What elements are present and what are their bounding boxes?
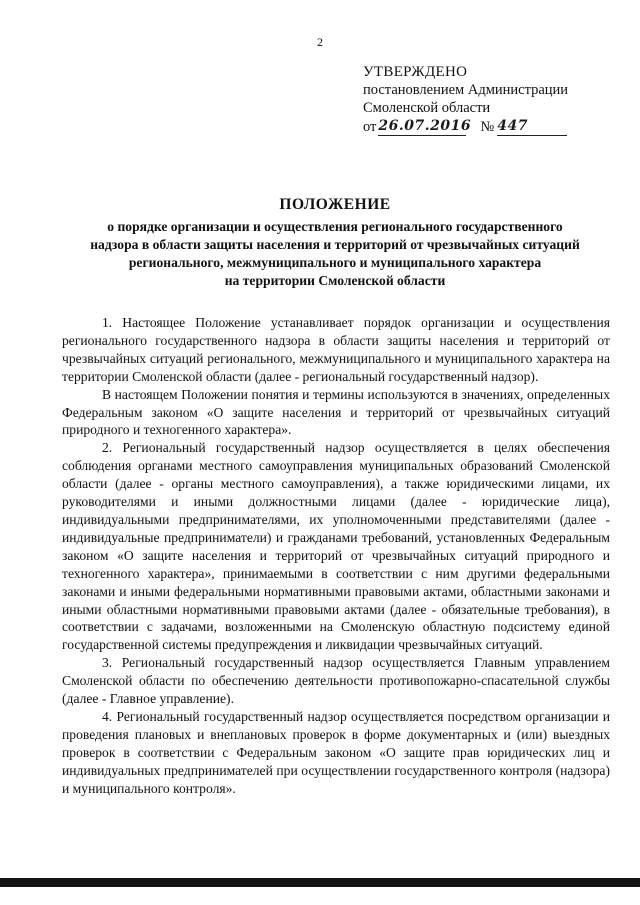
paragraph-2: 2. Региональный государственный надзор осуществляется в целях обеспечения соблюдения органами местного самоуправления муниципальных образований Смоленской области (далее - органы местного самоуправления), а также юридическими лицами, их руководителями и иными должностными лицами (далее - юридические лица), индивидуальными предпринимателями, их уполномоченными представителями (далее - индивидуальные предприниматели) и гражданами требований, установленных Федеральным законом «О защите населения и территорий от чрезвычайных ситуаций природного и техногенного характера», принимаемыми в соответствии с ним другими федеральными законами и иными федеральными нормативными правовыми актами, областными законами и иными областными нормативными правовыми актами (далее - обязательные требования), в соответствии с задачами, возложенными на Смоленскую областную подсистему единой государственной системы предупреждения и ликвидации чрезвычайных ситуаций. bbox=[62, 440, 610, 653]
paragraph-1: 1. Настоящее Положение устанавливает порядок организации и осуществления регионального государственного надзора в области защиты населения и территорий от чрезвычайных ситуаций регионального, межмуниципального и муниципального характера на территории Смоленской области (далее - региональный государственный надзор). bbox=[62, 315, 610, 384]
document-title bbox=[70, 196, 600, 290]
approval-line-2: Смоленской области bbox=[363, 100, 491, 116]
handwritten-number: 447 bbox=[497, 117, 567, 136]
title-line-2: надзора в области защиты населения и территорий от чрезвычайных ситуаций bbox=[90, 237, 580, 252]
number-prefix: № bbox=[480, 119, 495, 135]
date-prefix: от bbox=[363, 119, 377, 135]
approval-heading: УТВЕРЖДЕНО bbox=[363, 64, 468, 80]
paragraph-3: 3. Региональный государственный надзор осуществляется Главным управлением Смоленской области по обеспечению деятельности противопожарно-спасательной службы (далее - Главное управление). bbox=[62, 655, 610, 707]
approval-date-number-row bbox=[363, 117, 613, 136]
title-line-4: на территории Смоленской области bbox=[224, 273, 446, 288]
title-line-1: о порядке организации и осуществления регионального государственного bbox=[107, 219, 563, 234]
paragraph-1-terms: В настоящем Положении понятия и термины используются в значениях, определенных Федеральным законом «О защите населения и территорий от чрезвычайных ситуаций природного и техногенного характера». bbox=[62, 386, 610, 438]
title-line-3: регионального, межмуниципального и муниципального характера bbox=[128, 255, 542, 270]
handwritten-date: 26.07.2016 bbox=[378, 118, 472, 134]
document-body bbox=[62, 314, 610, 797]
page-number: 2 bbox=[317, 35, 323, 49]
approval-stamp bbox=[363, 63, 613, 136]
title-main: ПОЛОЖЕНИЕ bbox=[279, 196, 391, 213]
scan-edge-bar bbox=[0, 878, 640, 887]
paragraph-4: 4. Региональный государственный надзор осуществляется посредством организации и проведения плановых и внеплановых проверок в форме документарных и (или) выездных проверок в соответствии с Федеральным законом «О защите прав юридических лиц и индивидуальных предпринимателей при осуществлении государственного контроля (надзора) и муниципального контроля». bbox=[62, 708, 610, 796]
approval-line-1: постановлением Администрации bbox=[363, 82, 569, 98]
